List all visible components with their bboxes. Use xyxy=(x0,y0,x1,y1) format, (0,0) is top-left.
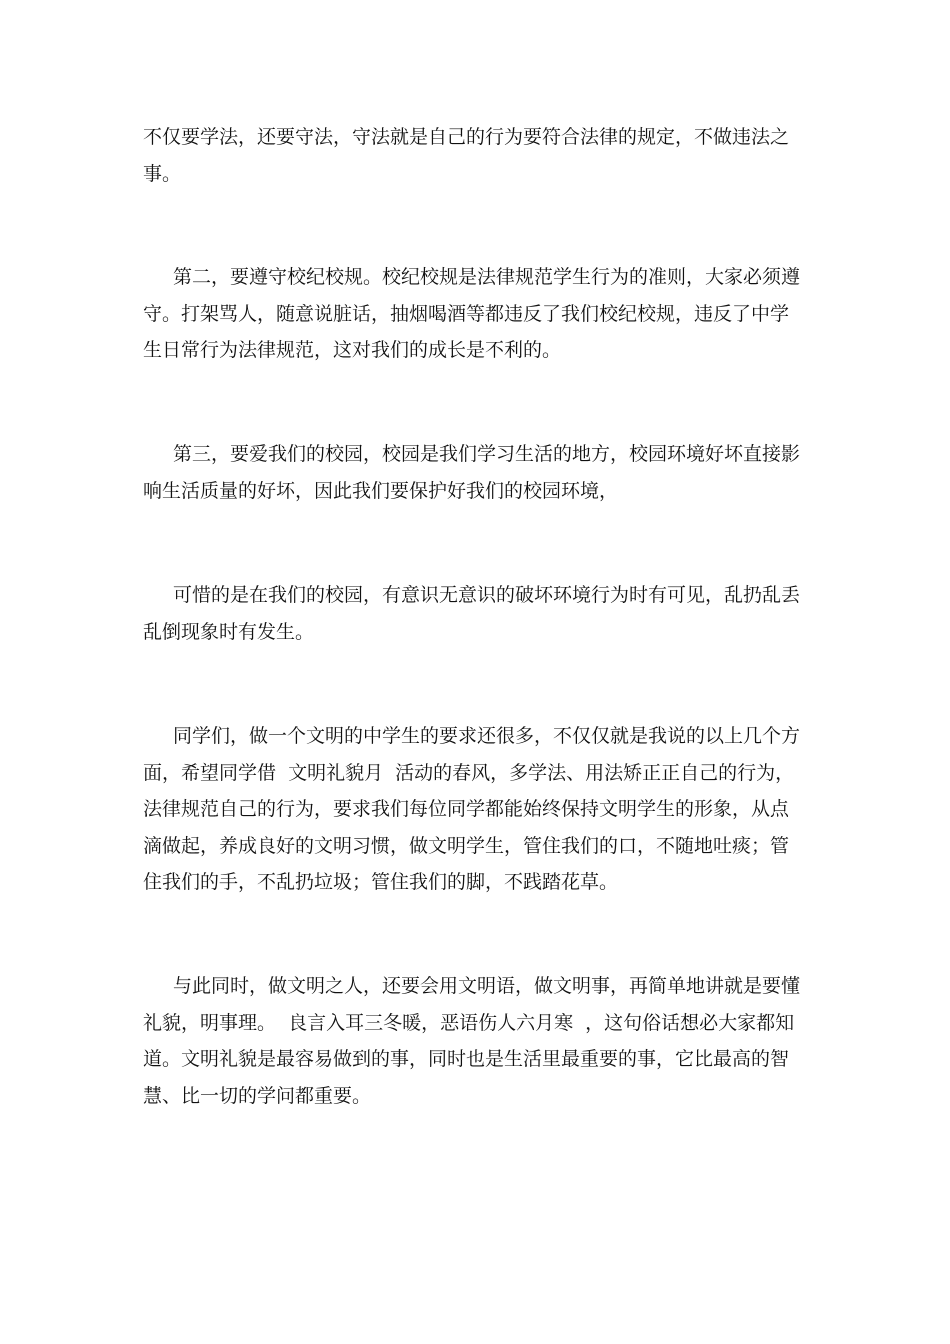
text-line: 面，希望同学借 文明礼貌月 活动的春风，多学法、用法矫正正自己的行为， xyxy=(143,761,795,784)
text-line: 乱倒现象时有发生。 xyxy=(143,620,315,643)
text-line: 响生活质量的好坏，因此我们要保护好我们的校园环境， xyxy=(143,479,619,502)
text-line: 礼貌，明事理。 良言入耳三冬暖，恶语伤人六月寒 ，这句俗话想必大家都知 xyxy=(143,1011,795,1034)
paragraph-5 xyxy=(143,718,807,901)
paragraph-4 xyxy=(143,577,807,650)
paragraph-2 xyxy=(143,259,807,369)
text-line: 守。打架骂人，随意说脏话，抽烟喝酒等都违反了我们校纪校规，违反了中学 xyxy=(143,302,790,325)
paragraph-6 xyxy=(143,968,807,1114)
text-line: 慧、比一切的学问都重要。 xyxy=(143,1084,372,1107)
text-line: 生日常行为法律规范，这对我们的成长是不利的。 xyxy=(143,339,562,361)
text-line: 道。文明礼貌是最容易做到的事，同时也是生活里最重要的事，它比最高的智 xyxy=(143,1048,790,1070)
paragraph-1 xyxy=(143,119,807,192)
text-line: 住我们的手，不乱扔垃圾；管住我们的脚，不践踏花草。 xyxy=(143,871,619,893)
text-line: 与此同时，做文明之人，还要会用文明语，做文明事，再简单地讲就是要懂 xyxy=(173,975,801,997)
text-line: 事。 xyxy=(143,162,182,185)
paragraph-3 xyxy=(143,436,807,509)
text-line: 第三，要爱我们的校园，校园是我们学习生活的地方，校园环境好坏直接影 xyxy=(173,443,801,465)
text-line: 可惜的是在我们的校园，有意识无意识的破坏环境行为时有可见，乱扔乱丢 xyxy=(173,584,801,606)
text-line: 法律规范自己的行为，要求我们每位同学都能始终保持文明学生的形象，从点 xyxy=(143,798,790,820)
text-line: 不仅要学法，还要守法，守法就是自己的行为要符合法律的规定，不做违法之 xyxy=(143,126,790,148)
text-line: 第二，要遵守校纪校规。校纪校规是法律规范学生行为的准则，大家必须遵 xyxy=(173,266,801,288)
text-line: 同学们，做一个文明的中学生的要求还很多，不仅仅就是我说的以上几个方 xyxy=(173,725,801,747)
text-line: 滴做起，养成良好的文明习惯，做文明学生，管住我们的口，不随地吐痰；管 xyxy=(143,834,790,857)
